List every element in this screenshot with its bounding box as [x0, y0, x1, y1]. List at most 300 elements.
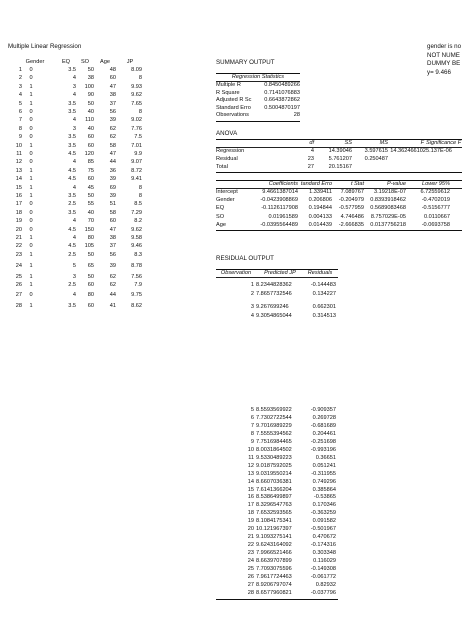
age-cell: 39	[109, 176, 116, 183]
stat-label: Adjusted R Sc	[216, 97, 252, 104]
so-cell: 150	[84, 226, 94, 233]
data-table-row	[0, 109, 150, 117]
gender-cell: 0	[29, 125, 33, 132]
anova-cell: 4	[310, 148, 314, 154]
jp-cell: 7.29	[131, 209, 142, 216]
gender-cell: 1	[29, 263, 33, 270]
residual-cell: 0.470672	[312, 534, 336, 541]
coef-cell: 0.194844	[308, 205, 332, 212]
coef-cell: 6.72559612	[420, 189, 450, 195]
residual-cell: 0.662301	[312, 304, 336, 310]
so-cell: 120	[84, 151, 94, 157]
anova-row-label: Total	[216, 164, 228, 170]
jp-cell: 8.72	[131, 167, 142, 174]
jp-cell: 7.65	[131, 100, 142, 107]
so-cell: 45	[87, 184, 94, 191]
age-cell: 60	[109, 218, 116, 225]
so-cell: 85	[87, 159, 94, 166]
so-cell: 60	[87, 134, 94, 141]
data-table-row	[0, 227, 150, 235]
coef-row	[216, 197, 462, 205]
residual-row	[216, 282, 338, 290]
jp-cell: 9.93	[131, 83, 142, 90]
observation-cell: 3	[250, 304, 254, 310]
anova-title: ANOVA	[216, 130, 238, 137]
age-cell: 39	[109, 193, 116, 199]
stat-label: R Square	[216, 89, 240, 96]
divider	[216, 230, 462, 231]
data-table-header	[0, 59, 200, 67]
predicted-cell: 9.5330489223	[256, 454, 292, 461]
row-index: 1	[18, 67, 22, 73]
coef-row-label: Intercept	[216, 189, 238, 195]
age-cell: 36	[109, 167, 116, 174]
predicted-cell: 7.8657732546	[256, 291, 292, 297]
stat-value: 0.5004870197	[264, 104, 300, 111]
predicted-cell: 7.7093075596	[256, 566, 292, 572]
predicted-cell: 8.0031864502	[256, 446, 292, 453]
row-index: 13	[15, 167, 22, 174]
coef-cell: -0.1126117908	[261, 205, 298, 212]
observation-cell: 14	[247, 478, 254, 485]
residual-cell: 0.314513	[312, 313, 336, 319]
gender-cell: 0	[29, 109, 33, 115]
observation-cell: 28	[247, 589, 254, 596]
eq-cell: 3.5	[68, 109, 76, 115]
so-cell: 50	[87, 251, 94, 258]
coef-header-stderr: tandard Erro	[300, 181, 332, 187]
residual-row	[216, 439, 338, 447]
residual-row	[216, 407, 338, 415]
anova-header-ms: MS	[379, 140, 388, 146]
row-index: 7	[18, 117, 22, 124]
eq-cell: 4	[72, 218, 76, 225]
observation-cell: 12	[247, 462, 254, 469]
age-cell: 39	[109, 263, 116, 270]
residual-header-observation: Observation	[220, 270, 252, 276]
anova-cell: 23	[307, 156, 314, 162]
eq-cell: 2.5	[68, 282, 76, 288]
row-index: 2	[18, 75, 22, 82]
col-header-so: SO	[80, 59, 90, 65]
coef-cell: -0.577959	[338, 205, 364, 212]
observation-cell: 15	[247, 486, 254, 493]
coef-cell: 0.01961589	[268, 213, 298, 220]
residual-header-residuals: Residuals	[307, 270, 333, 276]
residual-row	[216, 455, 338, 463]
observation-cell: 11	[248, 454, 254, 461]
residual-cell: 0.116029	[313, 558, 336, 565]
observation-cell: 13	[247, 470, 254, 477]
observation-cell: 17	[247, 502, 254, 509]
observation-cell: 7	[250, 422, 254, 429]
so-cell: 60	[87, 282, 94, 288]
coef-cell: 0.8393918462	[370, 197, 406, 204]
so-cell: 50	[87, 273, 94, 280]
gender-cell: 0	[29, 201, 33, 208]
jp-cell: 9.62	[131, 226, 142, 233]
residual-cell: 0.091582	[312, 518, 336, 525]
predicted-cell: 9.3054865044	[256, 313, 292, 319]
gender-cell: 1	[29, 193, 33, 199]
jp-cell: 9.58	[131, 235, 142, 241]
anova-row	[216, 156, 462, 164]
residual-row	[216, 582, 338, 590]
anova-cell: 20.15167	[328, 164, 352, 170]
data-table-row	[0, 263, 150, 271]
data-table-row	[0, 193, 150, 201]
stat-value: 0.6643872862	[264, 97, 300, 104]
so-cell: 50	[87, 193, 94, 199]
residual-row	[216, 566, 338, 574]
observation-cell: 20	[247, 526, 254, 533]
data-table-row	[0, 168, 150, 176]
eq-cell: 3	[72, 125, 76, 132]
predicted-cell: 7.6532593565	[256, 510, 292, 517]
eq-cell: 4	[72, 184, 76, 191]
anova-row	[216, 164, 462, 172]
eq-cell: 4	[72, 117, 76, 124]
anova-header-sigf: Significance F	[426, 140, 462, 146]
coef-row	[216, 222, 462, 230]
age-cell: 39	[109, 117, 116, 124]
divider	[216, 277, 338, 278]
gender-cell: 1	[29, 92, 33, 99]
jp-cell: 9.41	[131, 176, 142, 183]
row-index: 4	[18, 92, 22, 99]
observation-cell: 22	[247, 542, 254, 549]
age-cell: 60	[109, 75, 116, 82]
gender-cell: 0	[29, 226, 33, 233]
residual-cell: -0.681689	[310, 422, 336, 429]
coef-cell: 4.746486	[340, 213, 364, 220]
coef-cell: -0.5156777	[421, 205, 450, 212]
age-cell: 62	[109, 273, 116, 280]
jp-cell: 8.3	[134, 251, 142, 258]
predicted-cell: 8.6577960821	[256, 589, 292, 596]
data-table-row	[0, 201, 150, 209]
jp-cell: 8	[138, 184, 142, 191]
eq-cell: 3.5	[68, 134, 76, 141]
gender-cell: 0	[29, 134, 33, 141]
residual-row	[216, 313, 338, 321]
eq-cell: 4.5	[68, 176, 76, 183]
row-index: 8	[18, 125, 22, 132]
anova-cell: 3.597615	[364, 148, 388, 154]
age-cell: 38	[109, 92, 116, 99]
side-note: DUMMY BE	[427, 60, 461, 68]
jp-cell: 9.62	[131, 92, 142, 99]
residual-row	[216, 463, 338, 471]
eq-cell: 3	[72, 83, 76, 90]
observation-cell: 24	[247, 558, 254, 565]
eq-cell: 3	[72, 273, 76, 280]
residual-header-predicted: Predicted JP	[264, 270, 296, 276]
gender-cell: 1	[29, 167, 33, 174]
so-cell: 40	[87, 109, 94, 115]
coef-cell: 0.206806	[308, 197, 332, 204]
residual-cell: -0.363259	[310, 510, 336, 517]
row-index: 18	[15, 209, 22, 216]
residual-row	[216, 479, 338, 487]
coef-cell: 8.757029E-05	[370, 213, 406, 220]
coef-cell: 7.089767	[340, 189, 364, 195]
so-cell: 65	[87, 263, 94, 270]
residual-cell: 0.170346	[312, 502, 336, 509]
coef-cell: -0.204979	[338, 197, 364, 204]
observation-cell: 23	[247, 550, 254, 557]
jp-cell: 9.02	[131, 117, 142, 124]
coef-header-pvalue: P-value	[387, 181, 406, 187]
residual-row	[216, 431, 338, 439]
data-table-row	[0, 67, 150, 75]
data-table-row	[0, 185, 150, 193]
divider	[216, 121, 300, 122]
gender-cell: 0	[29, 218, 33, 225]
coef-cell: 0.0110667	[423, 213, 450, 220]
gender-cell: 1	[29, 282, 33, 288]
stat-label: Standard Erro	[216, 104, 251, 111]
age-cell: 58	[109, 142, 116, 149]
so-cell: 40	[87, 125, 94, 132]
age-cell: 62	[109, 125, 116, 132]
anova-row-label: Regression	[216, 148, 245, 154]
gender-cell: 1	[29, 235, 33, 241]
data-table-row	[0, 274, 150, 282]
residual-row	[216, 534, 338, 542]
data-table-row	[0, 282, 150, 290]
predicted-cell: 7.9966521466	[256, 550, 292, 557]
predicted-cell: 8.9206797074	[256, 581, 292, 588]
jp-cell: 8.2	[134, 218, 142, 225]
coef-row-label: SO	[216, 213, 225, 220]
coef-cell: 1.339411	[309, 189, 332, 195]
row-index: 12	[15, 159, 22, 166]
residual-row	[216, 518, 338, 526]
eq-cell: 4	[72, 92, 76, 99]
so-cell: 110	[85, 117, 94, 124]
so-cell: 50	[87, 100, 94, 107]
anova-row-label: Residual	[216, 156, 238, 162]
divider	[216, 172, 462, 173]
data-table-row	[0, 92, 150, 100]
residual-row	[216, 415, 338, 423]
so-cell: 80	[87, 235, 94, 241]
age-cell: 51	[109, 201, 116, 208]
coef-cell: -0.0395564489	[260, 221, 298, 228]
jp-cell: 8.62	[131, 302, 142, 309]
gender-cell: 1	[29, 142, 33, 149]
data-table-row	[0, 101, 150, 109]
eq-cell: 4.5	[68, 167, 76, 174]
data-table-row	[0, 303, 150, 311]
observation-cell: 16	[247, 494, 254, 501]
col-header-age: Age	[100, 59, 110, 65]
predicted-cell: 7.5555394562	[256, 430, 292, 437]
residual-cell: -0.993196	[310, 446, 336, 453]
row-index: 5	[18, 100, 22, 107]
residual-row	[216, 304, 338, 312]
residual-cell: -0.037796	[310, 589, 336, 596]
jp-cell: 7.01	[131, 142, 142, 149]
anova-row	[216, 148, 462, 156]
residual-cell: -0.501967	[310, 526, 336, 533]
residual-row	[216, 291, 338, 299]
predicted-cell: 8.6639707899	[256, 558, 292, 565]
eq-cell: 2.5	[68, 251, 76, 258]
anova-cell: 5.137E-06	[426, 148, 452, 154]
residual-row	[216, 502, 338, 510]
coef-header-coefficients: Coefficients	[268, 181, 298, 187]
coef-cell: 0.014439	[308, 221, 332, 228]
jp-cell: 7.56	[131, 273, 142, 280]
row-index: 28	[15, 302, 22, 309]
side-note: y= 9.466	[427, 68, 451, 76]
predicted-cell: 9.6243164092	[256, 542, 292, 549]
so-cell: 60	[87, 142, 94, 149]
predicted-cell: 8.5386499897	[256, 494, 292, 501]
observation-cell: 10	[247, 446, 254, 453]
eq-cell: 3.5	[68, 142, 76, 149]
anova-cell: 5.761207	[328, 156, 352, 162]
residual-row	[216, 447, 338, 455]
data-table-row	[0, 176, 150, 184]
observation-cell: 27	[247, 581, 254, 588]
row-index: 20	[15, 226, 22, 233]
coef-cell: 0.004133	[308, 213, 332, 220]
residual-row	[216, 558, 338, 566]
so-cell: 60	[87, 302, 94, 309]
residual-cell: -0.53865	[313, 494, 336, 501]
eq-cell: 4.5	[68, 243, 76, 250]
gender-cell: 0	[29, 243, 33, 250]
row-index: 25	[15, 273, 22, 280]
data-table-row	[0, 134, 150, 142]
age-cell: 37	[109, 100, 116, 107]
row-index: 14	[15, 176, 22, 183]
so-cell: 80	[87, 292, 94, 299]
gender-cell: 1	[29, 176, 33, 183]
coef-cell: 3.19218E-07	[373, 189, 406, 195]
anova-cell: 14.362466102	[390, 148, 426, 154]
row-index: 11	[16, 151, 22, 157]
observation-cell: 18	[247, 510, 254, 517]
jp-cell: 9.9	[134, 151, 142, 157]
observation-cell: 25	[247, 566, 254, 572]
coef-row-label: Age	[216, 221, 226, 228]
stat-value: 0.8450489266	[264, 82, 300, 88]
coef-cell: -2.666835	[338, 221, 364, 228]
gender-cell: 0	[29, 209, 33, 216]
sheet-title: Multiple Linear Regression	[8, 43, 82, 50]
predicted-cell: 7.7516984465	[256, 438, 292, 445]
regression-stat-row	[216, 112, 300, 120]
gender-cell: 1	[29, 100, 33, 107]
eq-cell: 3.5	[68, 302, 76, 309]
anova-header-ss: SS	[344, 140, 352, 146]
residual-row	[216, 550, 338, 558]
side-note: gender is no	[427, 43, 462, 50]
row-index: 27	[15, 292, 22, 299]
jp-cell: 8	[138, 193, 142, 199]
residual-cell: 0.134227	[312, 291, 336, 297]
summary-output-title: SUMMARY OUTPUT	[216, 59, 275, 66]
anova-header-f: F	[420, 140, 424, 146]
residual-cell: -0.149308	[310, 566, 336, 572]
jp-cell: 7.76	[131, 125, 142, 132]
anova-cell: 27	[307, 164, 314, 170]
coef-header-lower95: Lower 95%	[422, 181, 450, 187]
observation-cell: 26	[247, 573, 254, 580]
gender-cell: 1	[29, 184, 33, 191]
row-index: 10	[15, 142, 22, 149]
age-cell: 44	[109, 292, 116, 299]
coef-header-tstat: t Stat	[350, 181, 364, 187]
age-cell: 47	[109, 151, 116, 157]
col-header-jp: JP	[126, 59, 134, 65]
residual-cell: 0.303348	[312, 550, 336, 557]
coef-cell: -0.0423908869	[260, 197, 298, 204]
gender-cell: 1	[29, 251, 33, 258]
predicted-cell: 9.1093275141	[256, 534, 292, 541]
so-cell: 55	[87, 201, 94, 208]
data-table-row	[0, 252, 150, 260]
eq-cell: 3.5	[68, 67, 76, 73]
stat-value: 0.7141076883	[264, 89, 300, 96]
residual-row	[216, 423, 338, 431]
age-cell: 38	[109, 235, 116, 241]
gender-cell: 0	[29, 117, 33, 124]
row-index: 22	[15, 243, 22, 250]
age-cell: 62	[109, 134, 116, 141]
anova-cell: 0.250487	[364, 156, 388, 162]
jp-cell: 8	[138, 109, 142, 115]
observation-cell: 21	[247, 534, 254, 541]
eq-cell: 3.5	[68, 209, 76, 216]
residual-cell: -0.909357	[310, 407, 336, 413]
stat-label: Multiple R	[216, 82, 241, 88]
jp-cell: 7.5	[134, 134, 142, 141]
eq-cell: 4	[72, 292, 76, 299]
residual-cell: -0.144483	[310, 282, 336, 288]
so-cell: 105	[84, 243, 94, 250]
observation-cell: 8	[250, 430, 254, 437]
jp-cell: 8.78	[131, 263, 142, 270]
residual-row	[216, 526, 338, 534]
predicted-cell: 7.7302722544	[256, 414, 292, 421]
jp-cell: 8.09	[131, 67, 142, 73]
data-table-row	[0, 143, 150, 151]
gender-cell: 1	[29, 302, 33, 309]
stat-label: Observations	[216, 112, 249, 119]
age-cell: 44	[109, 159, 116, 166]
col-header-eq: EQ	[61, 59, 71, 65]
coef-cell: 0.0137756218	[370, 221, 406, 228]
residual-cell: 0.82932	[315, 581, 336, 588]
residual-cell: -0.311955	[311, 470, 336, 477]
eq-cell: 4	[72, 159, 76, 166]
coef-row	[216, 189, 462, 197]
row-index: 23	[15, 251, 22, 258]
row-index: 16	[15, 193, 22, 199]
predicted-cell: 8.6607036381	[256, 478, 292, 485]
data-table-row	[0, 75, 150, 83]
data-table-row	[0, 159, 150, 167]
predicted-cell: 8.2344828362	[256, 282, 292, 288]
residual-cell: 0.749296	[312, 478, 336, 485]
gender-cell: 0	[29, 75, 33, 82]
row-index: 3	[18, 83, 22, 90]
